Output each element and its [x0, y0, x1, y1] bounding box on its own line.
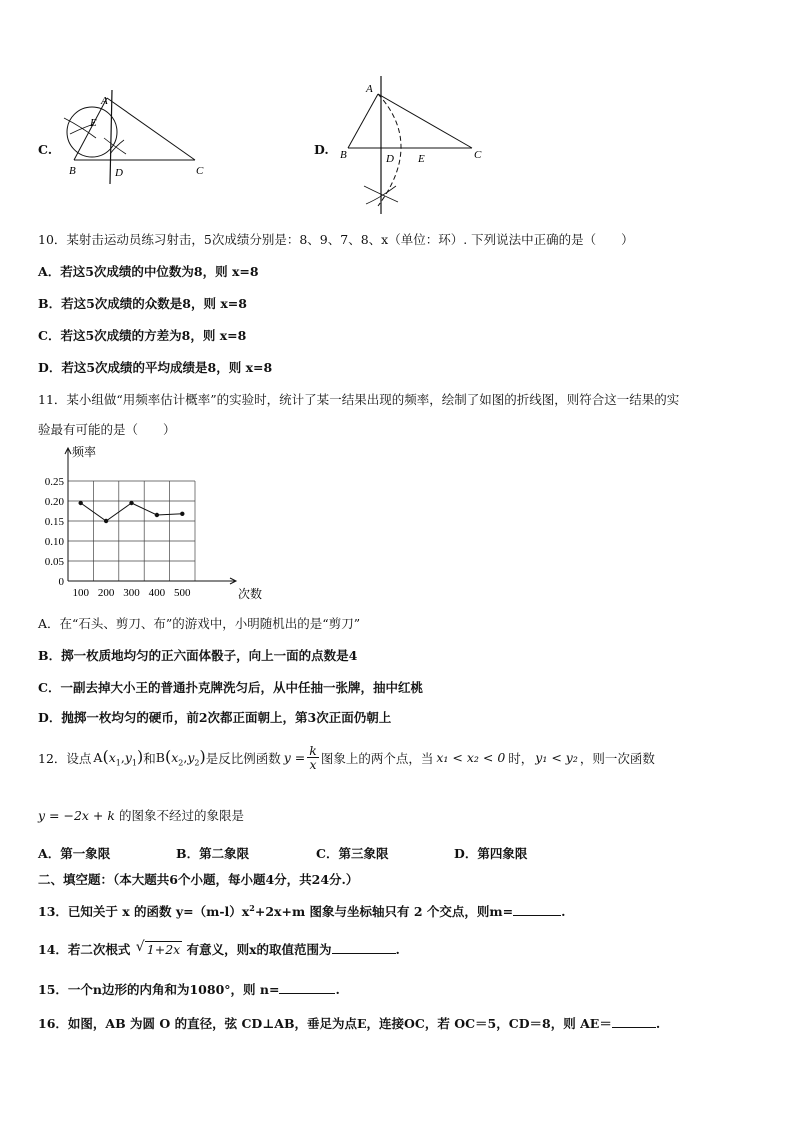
q12-line2-tail: 的图象不经过的象限是: [118, 808, 244, 823]
chart-xtick-label: 100: [72, 587, 89, 599]
q15-pre: 15．一个n边形的内角和为1080°，则 n=: [38, 982, 280, 997]
q13-answer-blank[interactable]: [513, 903, 561, 916]
chart-ytick-label: 0.20: [44, 496, 64, 508]
q11-option-a: A．在“石头、剪刀、布”的游戏中，小明随机出的是“剪刀”: [38, 616, 361, 631]
chart-ytick-label: 0.10: [44, 536, 64, 548]
q13-pre: 13．已知关于 x 的函数 y=（m-l）x: [38, 904, 250, 919]
q15-answer-blank[interactable]: [279, 981, 335, 994]
figure-d: [334, 76, 494, 218]
fig-d-point-e: E: [418, 153, 425, 165]
q12-when: 时，: [508, 750, 534, 766]
chart-series-line: [81, 503, 183, 521]
q14: 14．若二次根式 √ 1+2x 有意义，则x的取值范围为 .: [38, 939, 400, 957]
q13-post: +2x+m 图象与坐标轴只有 2 个交点，则m=: [254, 904, 514, 919]
chart-point: [180, 512, 184, 516]
q12-point-b: $B(x_2,y_2)$: [155, 747, 206, 768]
fig-c-point-a: A: [101, 95, 108, 107]
chart-xtick-label: 400: [148, 587, 166, 599]
q11-option-c: C．一副去掉大小王的普通扑克牌洗匀后，从中任抽一张牌，抽中红桃: [38, 680, 423, 695]
q16: 16．如图，AB 为圆 O 的直径，弦 CD⊥AB，垂足为点E，连接OC，若 OC＝5，CD＝8，则 AE＝ .: [38, 1016, 661, 1031]
q12-option-b: B．第二象限: [176, 846, 250, 861]
chart-ytick-label: 0.25: [44, 476, 64, 488]
frequency-line-chart: [30, 440, 270, 605]
option-d-label: D.: [314, 142, 329, 157]
section-2-heading: 二、填空题：（本大题共6个小题，每小题4分，共24分.）: [38, 872, 359, 887]
q10-option-c: C．若这5次成绩的方差为8，则 x=8: [38, 328, 247, 343]
chart-point: [79, 501, 83, 505]
q12-option-a: A．第一象限: [38, 846, 111, 861]
chart-ytick-label: 0.05: [44, 556, 64, 568]
q11-option-d: D．抛掷一枚均匀的硬币，前2次都正面朝上，第3次正面仍朝上: [38, 710, 392, 725]
q12-num: 12．设点: [38, 750, 92, 766]
q14-pre: 14．若二次根式: [38, 942, 131, 957]
chart-point: [129, 501, 133, 505]
fig-d-point-b: B: [340, 149, 347, 161]
fig-c-point-d: D: [115, 167, 123, 179]
q10-option-a: A．若这5次成绩的中位数为8，则 x=8: [38, 264, 259, 279]
q11-stem-line2: 验最有可能的是（ ）: [38, 422, 176, 437]
q13-sup: 2: [249, 902, 255, 913]
fig-c-point-e: E: [90, 117, 97, 129]
q14-radical: √ 1+2x: [135, 939, 181, 957]
chart-ytick-label: 0: [58, 576, 64, 588]
chart-ylabel: 频率: [72, 445, 97, 459]
q12-fraction: $\frac{k}{x}$: [309, 743, 317, 772]
chart-xtick-label: 300: [123, 587, 140, 599]
chart-point: [155, 513, 159, 517]
chart-point: [104, 519, 108, 523]
radical-sign-icon: √: [135, 939, 145, 955]
q12-tail: 图象上的两个点，当: [320, 750, 434, 766]
figure-c: [60, 88, 220, 188]
q10-option-b: B．若这5次成绩的众数是8，则 x=8: [38, 296, 247, 311]
chart-ytick-label: 0.15: [44, 516, 64, 528]
q16-pre: 16．如图，AB 为圆 O 的直径，弦 CD⊥AB，垂足为点E，连接OC，若 OC＝5，CD＝8，则 AE＝: [38, 1016, 612, 1031]
q13: 13．已知关于 x 的函数 $y=(m-l)x^2+2x+m$ 图象与坐标轴只有 2 个交点，则m= .: [38, 902, 566, 919]
q12-stem: [38, 744, 655, 771]
q16-answer-blank[interactable]: [612, 1015, 656, 1028]
fig-d-point-c: C: [474, 149, 482, 161]
q10-option-d: D．若这5次成绩的平均成绩是8，则 x=8: [38, 360, 273, 375]
q12-and: 和: [143, 750, 156, 766]
q12-point-a: $A(x_1,y_1)$: [93, 747, 144, 768]
q12-option-d: D．第四象限: [454, 846, 528, 861]
chart-xtick-label: 200: [97, 587, 115, 599]
q15: 15．一个n边形的内角和为1080°，则 n= .: [38, 982, 340, 997]
q12-tail2: ，则一次函数: [579, 750, 655, 766]
q12-option-c: C．第三象限: [316, 846, 389, 861]
fig-c-point-b: B: [69, 165, 76, 177]
q12-condition-y: y₁ < y₂: [535, 750, 578, 765]
option-c-label: C.: [38, 142, 53, 157]
q12-func-y: y =: [283, 750, 306, 765]
fig-c-point-c: C: [196, 165, 204, 177]
q12-linear-func: y = −2x + k: [38, 808, 115, 823]
chart-xtick-label: 500: [174, 587, 191, 599]
q10-stem: 10．某射击运动员练习射击，5次成绩分别是：8、9、7、8、x（单位：环）. 下列说法中正确的是（ ）: [38, 232, 634, 247]
chart-xlabel: 次数: [238, 587, 263, 601]
fig-d-point-a: A: [366, 83, 373, 95]
q11-stem-line1: 11．某小组做“用频率估计概率”的实验时，统计了某一结果出现的频率，绘制了如图的折线图，则符合这一结果的实: [38, 392, 680, 407]
q14-post: 有意义，则x的取值范围为: [186, 942, 332, 957]
q14-answer-blank[interactable]: [332, 941, 396, 954]
q12-line2: [38, 806, 244, 824]
q12-condition-x: x₁ < x₂ < 0: [436, 750, 506, 765]
fig-d-point-d: D: [386, 153, 394, 165]
q12-mid: 是反比例函数: [205, 750, 281, 766]
q11-option-b: B．掷一枚质地均匀的正六面体骰子，向上一面的点数是4: [38, 648, 358, 663]
